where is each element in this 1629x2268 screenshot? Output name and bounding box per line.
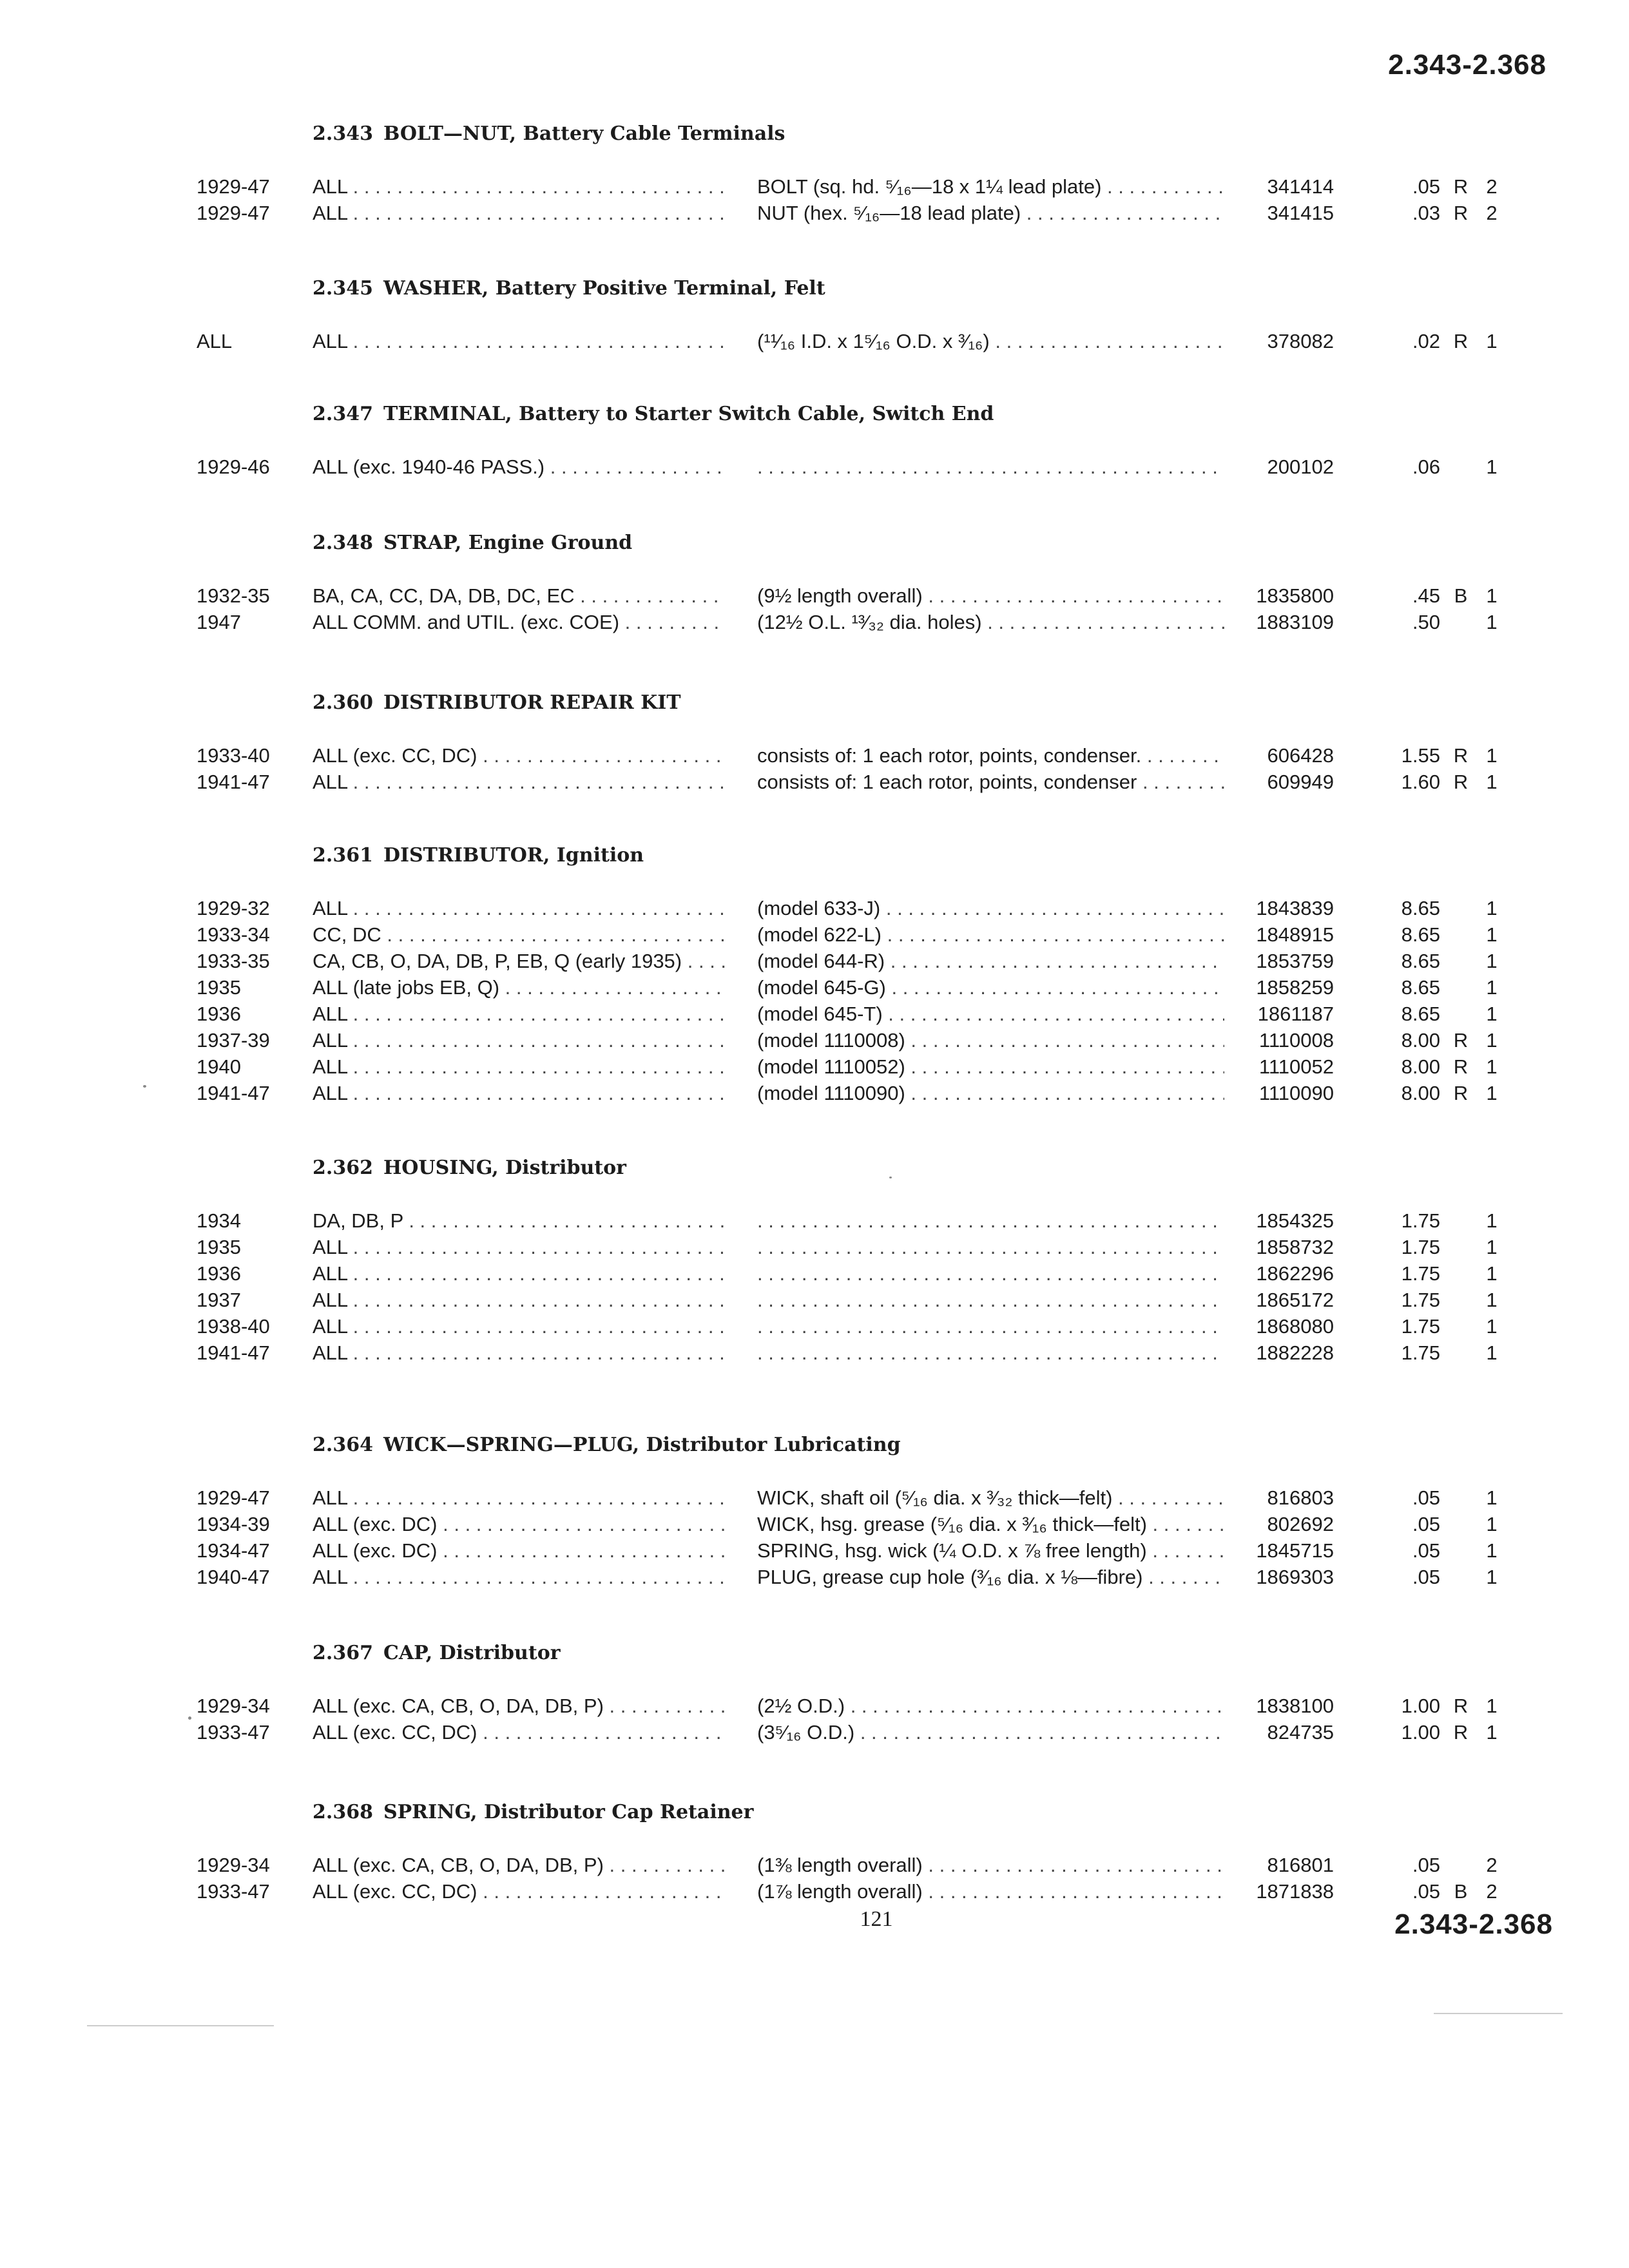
quantity: 1: [1486, 1236, 1498, 1258]
part-number: 1835800: [1256, 584, 1334, 607]
parts-row: [0, 1235, 1629, 1260]
quantity: 1: [1486, 1513, 1498, 1535]
model-year: 1947: [197, 611, 241, 633]
model-applicability: CA, CB, O, DA, DB, P, EB, Q (early 1935) . . .: [313, 948, 725, 974]
quantity: 1: [1486, 1289, 1498, 1311]
parts-row: [0, 975, 1629, 1001]
part-number: 1853759: [1256, 950, 1334, 972]
quantity: 1: [1486, 1003, 1498, 1025]
parts-row: [0, 769, 1629, 795]
part-description: BOLT (sq. hd. ⁵⁄₁₆—18 x 1¼ lead plate) . . .: [757, 174, 1224, 200]
list-price: 8.65: [1401, 1003, 1440, 1025]
section-title: [313, 403, 994, 425]
model-applicability: ALL (exc. CC, DC) . . .: [313, 743, 725, 769]
parts-row: [0, 200, 1629, 226]
parts-row: [0, 1208, 1629, 1234]
section-title: [313, 1434, 901, 1456]
part-description: (model 645-G) . . .: [757, 975, 1224, 1001]
price-code: R: [1453, 1055, 1469, 1078]
section-heading: HOUSING, Distributor: [383, 1157, 626, 1179]
section-number: 2.368: [313, 1801, 373, 1823]
model-year: 1935: [197, 1236, 241, 1258]
price-code: B: [1454, 1880, 1468, 1903]
quantity: 1: [1486, 1695, 1498, 1717]
part-description: consists of: 1 each rotor, points, condenser. . . .: [757, 743, 1224, 769]
part-number: 824735: [1267, 1721, 1334, 1744]
quantity: 1: [1486, 1082, 1498, 1104]
part-description: (model 1110090) . . .: [757, 1081, 1224, 1106]
part-description: SPRING, hsg. wick (¼ O.D. x ⅞ free length) . . .: [757, 1538, 1224, 1564]
section-number: 2.348: [313, 532, 373, 554]
model-year: 1929-34: [197, 1695, 270, 1717]
parts-row: [0, 1720, 1629, 1745]
model-year: 1936: [197, 1003, 241, 1025]
price-code: R: [1453, 744, 1469, 767]
part-number: 1854325: [1256, 1209, 1334, 1232]
section-heading: BOLT—NUT, Battery Cable Terminals: [383, 122, 786, 145]
part-number: 1110090: [1258, 1082, 1334, 1104]
quantity: 1: [1486, 584, 1498, 607]
list-price: 1.60: [1401, 771, 1440, 793]
model-year: 1933-47: [197, 1880, 270, 1903]
part-number: 1861187: [1257, 1003, 1334, 1025]
part-description: (1⅞ length overall) . . .: [757, 1879, 1224, 1905]
part-number: 606428: [1267, 744, 1334, 767]
parts-row: [0, 1564, 1629, 1590]
list-price: 8.00: [1401, 1029, 1440, 1052]
section-heading: WICK—SPRING—PLUG, Distributor Lubricating: [383, 1434, 901, 1456]
part-number: 1862296: [1256, 1262, 1334, 1285]
model-year: 1929-47: [197, 175, 270, 198]
part-description: [757, 1235, 1224, 1260]
list-price: .05: [1412, 1486, 1440, 1509]
model-applicability: ALL (exc. 1940-46 PASS.) . . .: [313, 454, 725, 480]
model-year: 1934: [197, 1209, 241, 1232]
list-price: .05: [1412, 1539, 1440, 1562]
section-title: [313, 277, 825, 300]
model-applicability: ALL (exc. CA, CB, O, DA, DB, P) . . .: [313, 1693, 725, 1719]
model-year: 1933-40: [197, 744, 270, 767]
section-title: [313, 532, 632, 554]
parts-row: [0, 1001, 1629, 1027]
model-applicability: ALL . . .: [313, 174, 725, 200]
scan-mark: [1434, 2013, 1563, 2014]
part-description: PLUG, grease cup hole (³⁄₁₆ dia. x ⅛—fibre) . . .: [757, 1564, 1224, 1590]
model-applicability: ALL (exc. CC, DC) . . .: [313, 1720, 725, 1745]
model-applicability: ALL . . .: [313, 1340, 725, 1366]
part-description: consists of: 1 each rotor, points, condenser . . .: [757, 769, 1224, 795]
model-year: 1937: [197, 1289, 241, 1311]
parts-row: [0, 1340, 1629, 1366]
price-code: R: [1453, 1721, 1469, 1744]
model-applicability: ALL . . .: [313, 1001, 725, 1027]
part-number: 1848915: [1256, 923, 1334, 946]
part-number: 1843839: [1256, 897, 1334, 919]
parts-row: [0, 1512, 1629, 1537]
price-code: R: [1453, 202, 1469, 224]
section-number: 2.364: [313, 1434, 373, 1456]
scan-mark: [87, 2025, 274, 2026]
quantity: 1: [1486, 950, 1498, 972]
part-number: 1110008: [1258, 1029, 1334, 1052]
list-price: .05: [1412, 1566, 1440, 1588]
model-year: 1940-47: [197, 1566, 270, 1588]
quantity: 1: [1486, 611, 1498, 633]
model-year: 1929-46: [197, 456, 270, 478]
quantity: 1: [1486, 744, 1498, 767]
quantity: 1: [1486, 1209, 1498, 1232]
parts-row: [0, 1054, 1629, 1080]
model-year: 1929-32: [197, 897, 270, 919]
model-year: 1935: [197, 976, 241, 999]
quantity: 1: [1486, 1486, 1498, 1509]
model-year: 1929-47: [197, 202, 270, 224]
parts-row: [0, 1852, 1629, 1878]
part-number: 1871838: [1256, 1880, 1334, 1903]
list-price: 8.65: [1401, 897, 1440, 919]
section-heading: SPRING, Distributor Cap Retainer: [383, 1801, 754, 1823]
part-number: 378082: [1267, 330, 1334, 352]
model-applicability: ALL . . .: [313, 1314, 725, 1340]
part-number: 1858259: [1256, 976, 1334, 999]
section-heading: WASHER, Battery Positive Terminal, Felt: [383, 277, 825, 300]
quantity: 1: [1486, 1029, 1498, 1052]
part-description: (model 1110052) . . .: [757, 1054, 1224, 1080]
model-applicability: ALL . . .: [313, 1028, 725, 1053]
quantity: 1: [1486, 771, 1498, 793]
section-title: [313, 1157, 626, 1179]
list-price: .05: [1412, 1854, 1440, 1876]
part-description: [757, 1208, 1224, 1234]
section-title: [313, 122, 785, 145]
parts-row: [0, 1485, 1629, 1511]
model-year: 1938-40: [197, 1315, 270, 1338]
quantity: 1: [1486, 456, 1498, 478]
model-applicability: ALL (late jobs EB, Q) . . .: [313, 975, 725, 1001]
quantity: 1: [1486, 897, 1498, 919]
list-price: .02: [1412, 330, 1440, 352]
parts-row: [0, 1879, 1629, 1905]
model-year: 1932-35: [197, 584, 270, 607]
section-title: [313, 691, 681, 714]
part-description: [757, 1261, 1224, 1287]
list-price: 1.75: [1401, 1209, 1440, 1232]
page-range-footer: 2.343-2.368: [1394, 1908, 1553, 1940]
part-description: [757, 1287, 1224, 1313]
part-description: WICK, shaft oil (⁵⁄₁₆ dia. x ³⁄₃₂ thick—felt) . . .: [757, 1485, 1224, 1511]
part-number: 200102: [1267, 456, 1334, 478]
section-number: 2.362: [313, 1157, 373, 1179]
price-code: R: [1453, 330, 1469, 352]
part-description: NUT (hex. ⁵⁄₁₆—18 lead plate) . . .: [757, 200, 1224, 226]
part-description: (model 633-J) . . .: [757, 896, 1224, 921]
parts-row: [0, 743, 1629, 769]
section-heading: DISTRIBUTOR, Ignition: [383, 844, 644, 867]
model-applicability: ALL . . .: [313, 1287, 725, 1313]
parts-row: [0, 1314, 1629, 1340]
model-year: 1933-47: [197, 1721, 270, 1744]
model-year: 1940: [197, 1055, 241, 1078]
model-applicability: ALL . . .: [313, 1564, 725, 1590]
section-title: [313, 1642, 561, 1664]
price-code: R: [1453, 175, 1469, 198]
part-number: 1865172: [1256, 1289, 1334, 1311]
list-price: 8.00: [1401, 1055, 1440, 1078]
model-applicability: ALL . . .: [313, 200, 725, 226]
model-applicability: ALL . . .: [313, 1485, 725, 1511]
list-price: 8.00: [1401, 1082, 1440, 1104]
list-price: .05: [1412, 175, 1440, 198]
model-applicability: ALL (exc. DC) . . .: [313, 1538, 725, 1564]
quantity: 2: [1486, 175, 1498, 198]
part-description: [757, 454, 1224, 480]
part-description: (9½ length overall) . . .: [757, 583, 1224, 609]
quantity: 1: [1486, 330, 1498, 352]
quantity: 1: [1486, 1262, 1498, 1285]
part-description: (model 622-L) . . .: [757, 922, 1224, 948]
part-number: 1869303: [1256, 1566, 1334, 1588]
price-code: R: [1453, 1082, 1469, 1104]
model-applicability: CC, DC . . .: [313, 922, 725, 948]
quantity: 1: [1486, 1721, 1498, 1744]
model-applicability: ALL (exc. CA, CB, O, DA, DB, P) . . .: [313, 1852, 725, 1878]
section-title: [313, 844, 644, 867]
model-applicability: ALL (exc. CC, DC) . . .: [313, 1879, 725, 1905]
list-price: 1.75: [1401, 1236, 1440, 1258]
quantity: 2: [1486, 1854, 1498, 1876]
parts-row: [0, 1693, 1629, 1719]
section-title: [313, 1801, 753, 1823]
list-price: 1.00: [1401, 1695, 1440, 1717]
scan-speck: [188, 1716, 191, 1720]
quantity: 2: [1486, 202, 1498, 224]
model-year: ALL: [197, 330, 233, 352]
part-description: (¹¹⁄₁₆ I.D. x 1⁵⁄₁₆ O.D. x ³⁄₁₆) . . .: [757, 329, 1224, 354]
scan-speck: [143, 1085, 146, 1088]
model-applicability: ALL . . .: [313, 1081, 725, 1106]
quantity: 1: [1486, 1341, 1498, 1364]
section-number: 2.345: [313, 277, 373, 300]
list-price: 8.65: [1401, 950, 1440, 972]
part-number: 1868080: [1256, 1315, 1334, 1338]
parts-row: [0, 1261, 1629, 1287]
part-number: 341414: [1267, 175, 1334, 198]
page-range-header: 2.343-2.368: [1388, 49, 1547, 81]
price-code: R: [1453, 771, 1469, 793]
part-description: [757, 1340, 1224, 1366]
parts-row: [0, 1081, 1629, 1106]
parts-row: [0, 174, 1629, 200]
list-price: 1.00: [1401, 1721, 1440, 1744]
section-number: 2.347: [313, 403, 373, 425]
model-applicability: ALL . . .: [313, 896, 725, 921]
part-description: (model 645-T) . . .: [757, 1001, 1224, 1027]
list-price: 1.55: [1401, 744, 1440, 767]
list-price: 1.75: [1401, 1262, 1440, 1285]
quantity: 1: [1486, 923, 1498, 946]
model-year: 1934-47: [197, 1539, 270, 1562]
part-number: 1845715: [1256, 1539, 1334, 1562]
part-number: 802692: [1267, 1513, 1334, 1535]
model-year: 1936: [197, 1262, 241, 1285]
list-price: 1.75: [1401, 1289, 1440, 1311]
model-year: 1929-47: [197, 1486, 270, 1509]
parts-row: [0, 610, 1629, 635]
part-number: 341415: [1267, 202, 1334, 224]
model-year: 1941-47: [197, 771, 270, 793]
section-number: 2.361: [313, 844, 373, 867]
parts-row: [0, 329, 1629, 354]
part-description: (12½ O.L. ¹³⁄₃₂ dia. holes) . . .: [757, 610, 1224, 635]
list-price: .03: [1412, 202, 1440, 224]
part-number: 1838100: [1256, 1695, 1334, 1717]
list-price: .06: [1412, 456, 1440, 478]
parts-row: [0, 583, 1629, 609]
list-price: .50: [1412, 611, 1440, 633]
quantity: 2: [1486, 1880, 1498, 1903]
section-number: 2.343: [313, 122, 373, 145]
list-price: 1.75: [1401, 1341, 1440, 1364]
parts-row: [0, 922, 1629, 948]
parts-row: [0, 1287, 1629, 1313]
part-number: 816803: [1267, 1486, 1334, 1509]
section-heading: CAP, Distributor: [383, 1642, 561, 1664]
part-description: WICK, hsg. grease (⁵⁄₁₆ dia. x ³⁄₁₆ thick—felt) . . .: [757, 1512, 1224, 1537]
price-code: R: [1453, 1695, 1469, 1717]
part-description: (2½ O.D.) . . .: [757, 1693, 1224, 1719]
part-number: 816801: [1267, 1854, 1334, 1876]
model-year: 1937-39: [197, 1029, 270, 1052]
page-number: 121: [860, 1907, 893, 1931]
part-description: (3⁵⁄₁₆ O.D.) . . .: [757, 1720, 1224, 1745]
model-year: 1929-34: [197, 1854, 270, 1876]
list-price: 1.75: [1401, 1315, 1440, 1338]
quantity: 1: [1486, 1566, 1498, 1588]
model-applicability: ALL COMM. and UTIL. (exc. COE) . . .: [313, 610, 725, 635]
part-number: 1882228: [1256, 1341, 1334, 1364]
quantity: 1: [1486, 1055, 1498, 1078]
list-price: .05: [1412, 1880, 1440, 1903]
scan-speck: [889, 1177, 892, 1178]
model-year: 1934-39: [197, 1513, 270, 1535]
quantity: 1: [1486, 1539, 1498, 1562]
section-heading: STRAP, Engine Ground: [383, 532, 633, 554]
section-number: 2.360: [313, 691, 373, 714]
parts-row: [0, 896, 1629, 921]
model-applicability: ALL . . .: [313, 1261, 725, 1287]
model-applicability: ALL (exc. DC) . . .: [313, 1512, 725, 1537]
part-number: 1110052: [1258, 1055, 1334, 1078]
model-year: 1941-47: [197, 1082, 270, 1104]
quantity: 1: [1486, 976, 1498, 999]
model-applicability: ALL . . .: [313, 1054, 725, 1080]
part-description: (model 1110008) . . .: [757, 1028, 1224, 1053]
model-year: 1933-35: [197, 950, 270, 972]
parts-row: [0, 454, 1629, 480]
parts-row: [0, 948, 1629, 974]
model-applicability: ALL . . .: [313, 769, 725, 795]
list-price: 8.65: [1401, 923, 1440, 946]
list-price: .45: [1412, 584, 1440, 607]
part-number: 609949: [1267, 771, 1334, 793]
model-applicability: ALL . . .: [313, 329, 725, 354]
model-applicability: BA, CA, CC, DA, DB, DC, EC . . .: [313, 583, 725, 609]
list-price: .05: [1412, 1513, 1440, 1535]
price-code: B: [1454, 584, 1468, 607]
part-description: (1⅜ length overall) . . .: [757, 1852, 1224, 1878]
section-number: 2.367: [313, 1642, 373, 1664]
parts-row: [0, 1028, 1629, 1053]
model-year: 1933-34: [197, 923, 270, 946]
section-heading: DISTRIBUTOR REPAIR KIT: [383, 691, 681, 714]
model-year: 1941-47: [197, 1341, 270, 1364]
quantity: 1: [1486, 1315, 1498, 1338]
parts-row: [0, 1538, 1629, 1564]
part-number: 1883109: [1256, 611, 1334, 633]
price-code: R: [1453, 1029, 1469, 1052]
part-description: (model 644-R) . . .: [757, 948, 1224, 974]
part-description: [757, 1314, 1224, 1340]
list-price: 8.65: [1401, 976, 1440, 999]
model-applicability: DA, DB, P . . .: [313, 1208, 725, 1234]
part-number: 1858732: [1256, 1236, 1334, 1258]
section-heading: TERMINAL, Battery to Starter Switch Cable, Switch End: [383, 403, 994, 425]
model-applicability: ALL . . .: [313, 1235, 725, 1260]
